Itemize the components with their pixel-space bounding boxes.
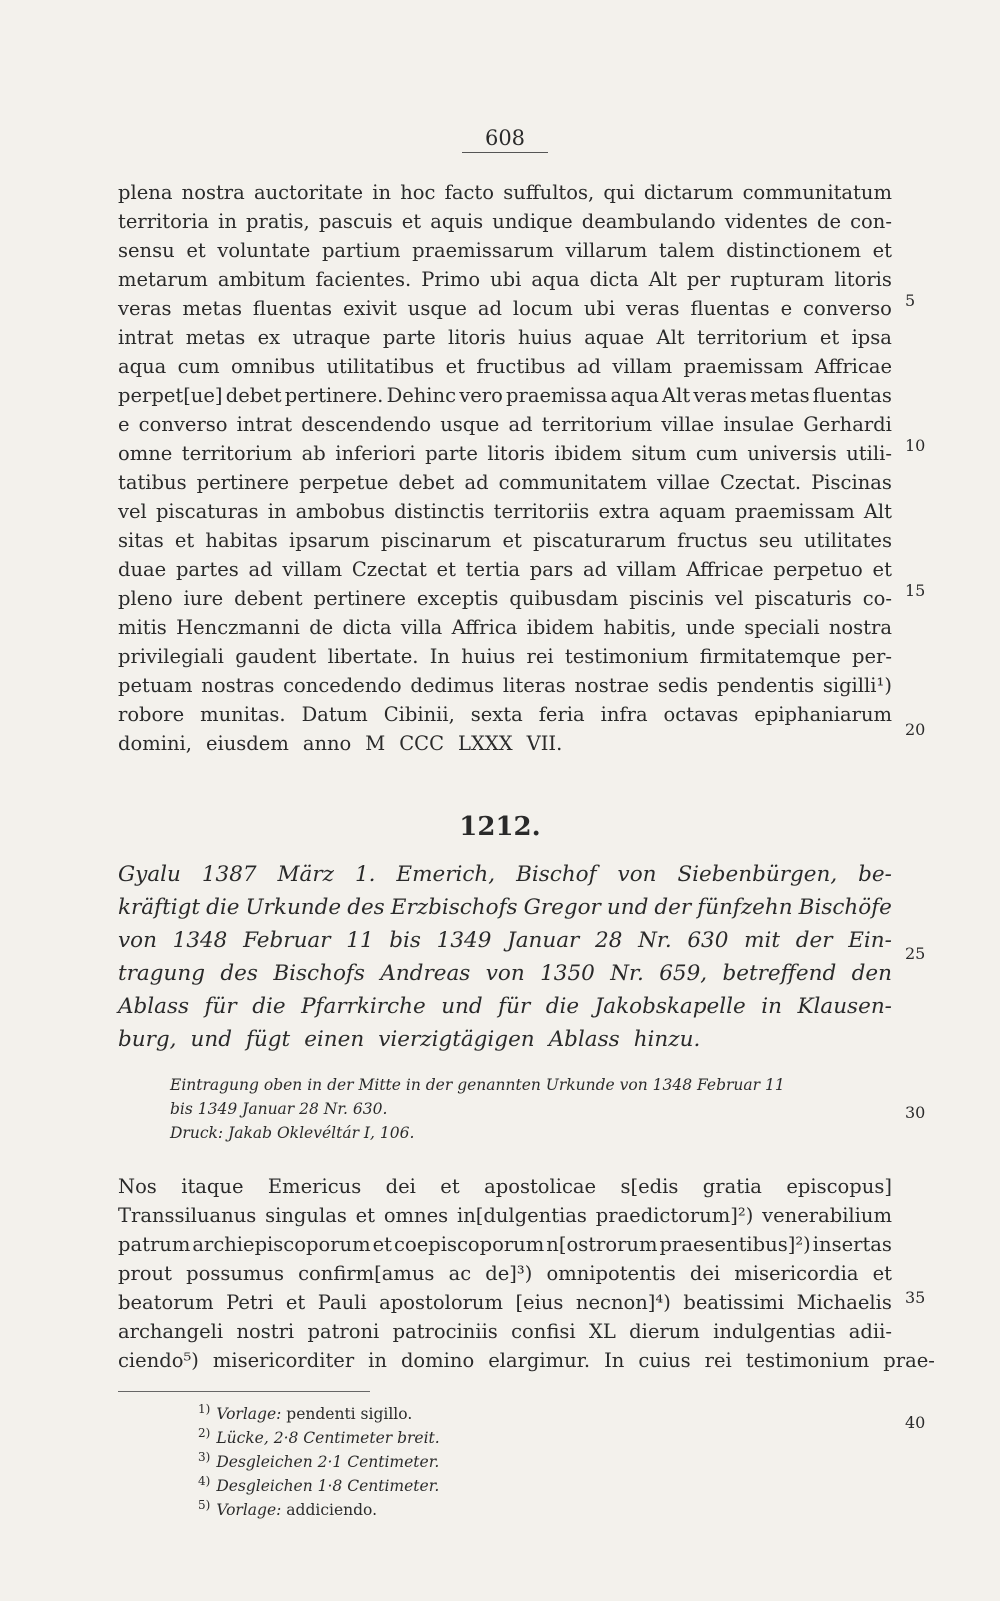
source-note-line: bis 1349 Januar 28 Nr. 630. xyxy=(170,1100,388,1118)
body-line: privilegiali gaudent libertate. In huius rei testimonium firmitatemque per- xyxy=(118,645,892,668)
body-line: perpet[ue] debet pertinere. Dehinc vero praemissa aqua Alt veras metas fluentas xyxy=(118,384,892,407)
footnote: $^{3)}$ Desgleichen 2·1 Centimeter. xyxy=(198,1450,440,1472)
document-number: 1212. xyxy=(459,812,541,842)
source-note-line: Druck: Jakab Oklevéltár I, 106. xyxy=(170,1124,415,1142)
body-line: domini, eiusdem anno M CCC LXXX VII. xyxy=(118,732,563,755)
body-line: e converso intrat descendendo usque ad territorium villae insulae Gerhardi xyxy=(118,413,892,436)
body-line: mitis Henczmanni de dicta villa Affrica ibidem habitis, unde speciali nostra xyxy=(118,616,892,639)
margin-line-number: 15 xyxy=(905,581,926,600)
regest-line: Ablass für die Pfarrkirche und für die Jakobskapelle in Klausen- xyxy=(118,994,892,1019)
body-text xyxy=(118,178,892,758)
body-line: omne territorium ab inferiori parte litoris ibidem situm cum universis utili- xyxy=(118,442,892,465)
body-line: intrat metas ex utraque parte litoris huius aquae Alt territorium et ipsa xyxy=(118,326,892,349)
body-line: petuam nostras concedendo dedimus literas nostrae sedis pendentis sigilli¹) xyxy=(118,674,892,697)
regest-line: kräftigt die Urkunde des Erzbischofs Gregor und der fünfzehn Bischöfe xyxy=(118,895,892,920)
body-line: veras metas fluentas exivit usque ad locum ubi veras fluentas e converso xyxy=(118,297,892,320)
margin-line-number: 35 xyxy=(905,1288,926,1307)
body-line: tatibus pertinere perpetue debet ad communitatem villae Czectat. Piscinas xyxy=(118,471,892,494)
charter-line: archangeli nostri patroni patrociniis confisi XL dierum indulgentias adii- xyxy=(118,1320,892,1343)
body-line: sensu et voluntate partium praemissarum villarum talem distinctionem et xyxy=(118,239,892,262)
charter-line: Nos itaque Emericus dei et apostolicae s[edis gratia episcopus] xyxy=(118,1175,892,1198)
page-number: 608 xyxy=(462,126,548,153)
body-line: duae partes ad villam Czectat et tertia pars ad villam Affricae perpetuo et xyxy=(118,558,892,581)
margin-line-number: 30 xyxy=(905,1103,926,1122)
body-line: sitas et habitas ipsarum piscinarum et piscaturarum fructus seu utilitates xyxy=(118,529,892,552)
regest-line: von 1348 Februar 11 bis 1349 Januar 28 Nr. 630 mit der Ein- xyxy=(118,928,892,953)
footnotes xyxy=(198,1397,440,1520)
body-line: metarum ambitum facientes. Primo ubi aqua dicta Alt per rupturam litoris xyxy=(118,268,892,291)
margin-line-number: 40 xyxy=(905,1413,926,1432)
charter-line: ciendo⁵) misericorditer in domino elargimur. In cuius rei testimonium prae- xyxy=(118,1349,935,1372)
charter-line: patrum archiepiscoporum et coepiscoporum n[ostrorum praesentibus]²) insertas xyxy=(118,1233,892,1256)
footnote: $^{5)}$ Vorlage: addiciendo. xyxy=(198,1498,378,1520)
body-line: robore munitas. Datum Cibinii, sexta feria infra octavas epiphaniarum xyxy=(118,703,892,726)
charter-line: beatorum Petri et Pauli apostolorum [eius necnon]⁴) beatissimi Michaelis xyxy=(118,1291,892,1314)
footnote: $^{4)}$ Desgleichen 1·8 Centimeter. xyxy=(198,1474,440,1496)
margin-line-number: 10 xyxy=(905,436,926,455)
body-line: vel piscaturas in ambobus distinctis territoriis extra aquam praemissam Alt xyxy=(118,500,892,523)
footnote-rule xyxy=(118,1391,370,1392)
body-line: plena nostra auctoritate in hoc facto suffultos, qui dictarum communitatum xyxy=(118,181,892,204)
regest xyxy=(118,858,892,1056)
charter-line: prout possumus confirm[amus ac de]³) omnipotentis dei misericordia et xyxy=(118,1262,892,1285)
footnote: $^{2)}$ Lücke, 2·8 Centimeter breit. xyxy=(198,1426,440,1448)
margin-line-number: 5 xyxy=(905,291,916,310)
regest-line: Gyalu 1387 März 1. Emerich, Bischof von Siebenbürgen, be- xyxy=(118,862,892,887)
body-line: territoria in pratis, pascuis et aquis undique deambulando videntes de con- xyxy=(118,210,892,233)
body-line: pleno iure debent pertinere exceptis quibusdam piscinis vel piscaturis co- xyxy=(118,587,892,610)
charter-line: Transsiluanus singulas et omnes in[dulgentias praedictorum]²) venerabilium xyxy=(118,1204,892,1227)
source-notes xyxy=(170,1073,892,1145)
margin-line-number: 25 xyxy=(905,944,926,963)
regest-line: tragung des Bischofs Andreas von 1350 Nr. 659, betreffend den xyxy=(118,961,892,986)
source-note-line: Eintragung oben in der Mitte in der genannten Urkunde von 1348 Februar 11 xyxy=(170,1076,785,1094)
body-line: aqua cum omnibus utilitatibus et fructibus ad villam praemissam Affricae xyxy=(118,355,892,378)
footnote: $^{1)}$ Vorlage: pendenti sigillo. xyxy=(198,1402,413,1424)
margin-line-number: 20 xyxy=(905,720,926,739)
regest-line: burg, und fügt einen vierzigtägigen Ablass hinzu. xyxy=(118,1027,701,1052)
